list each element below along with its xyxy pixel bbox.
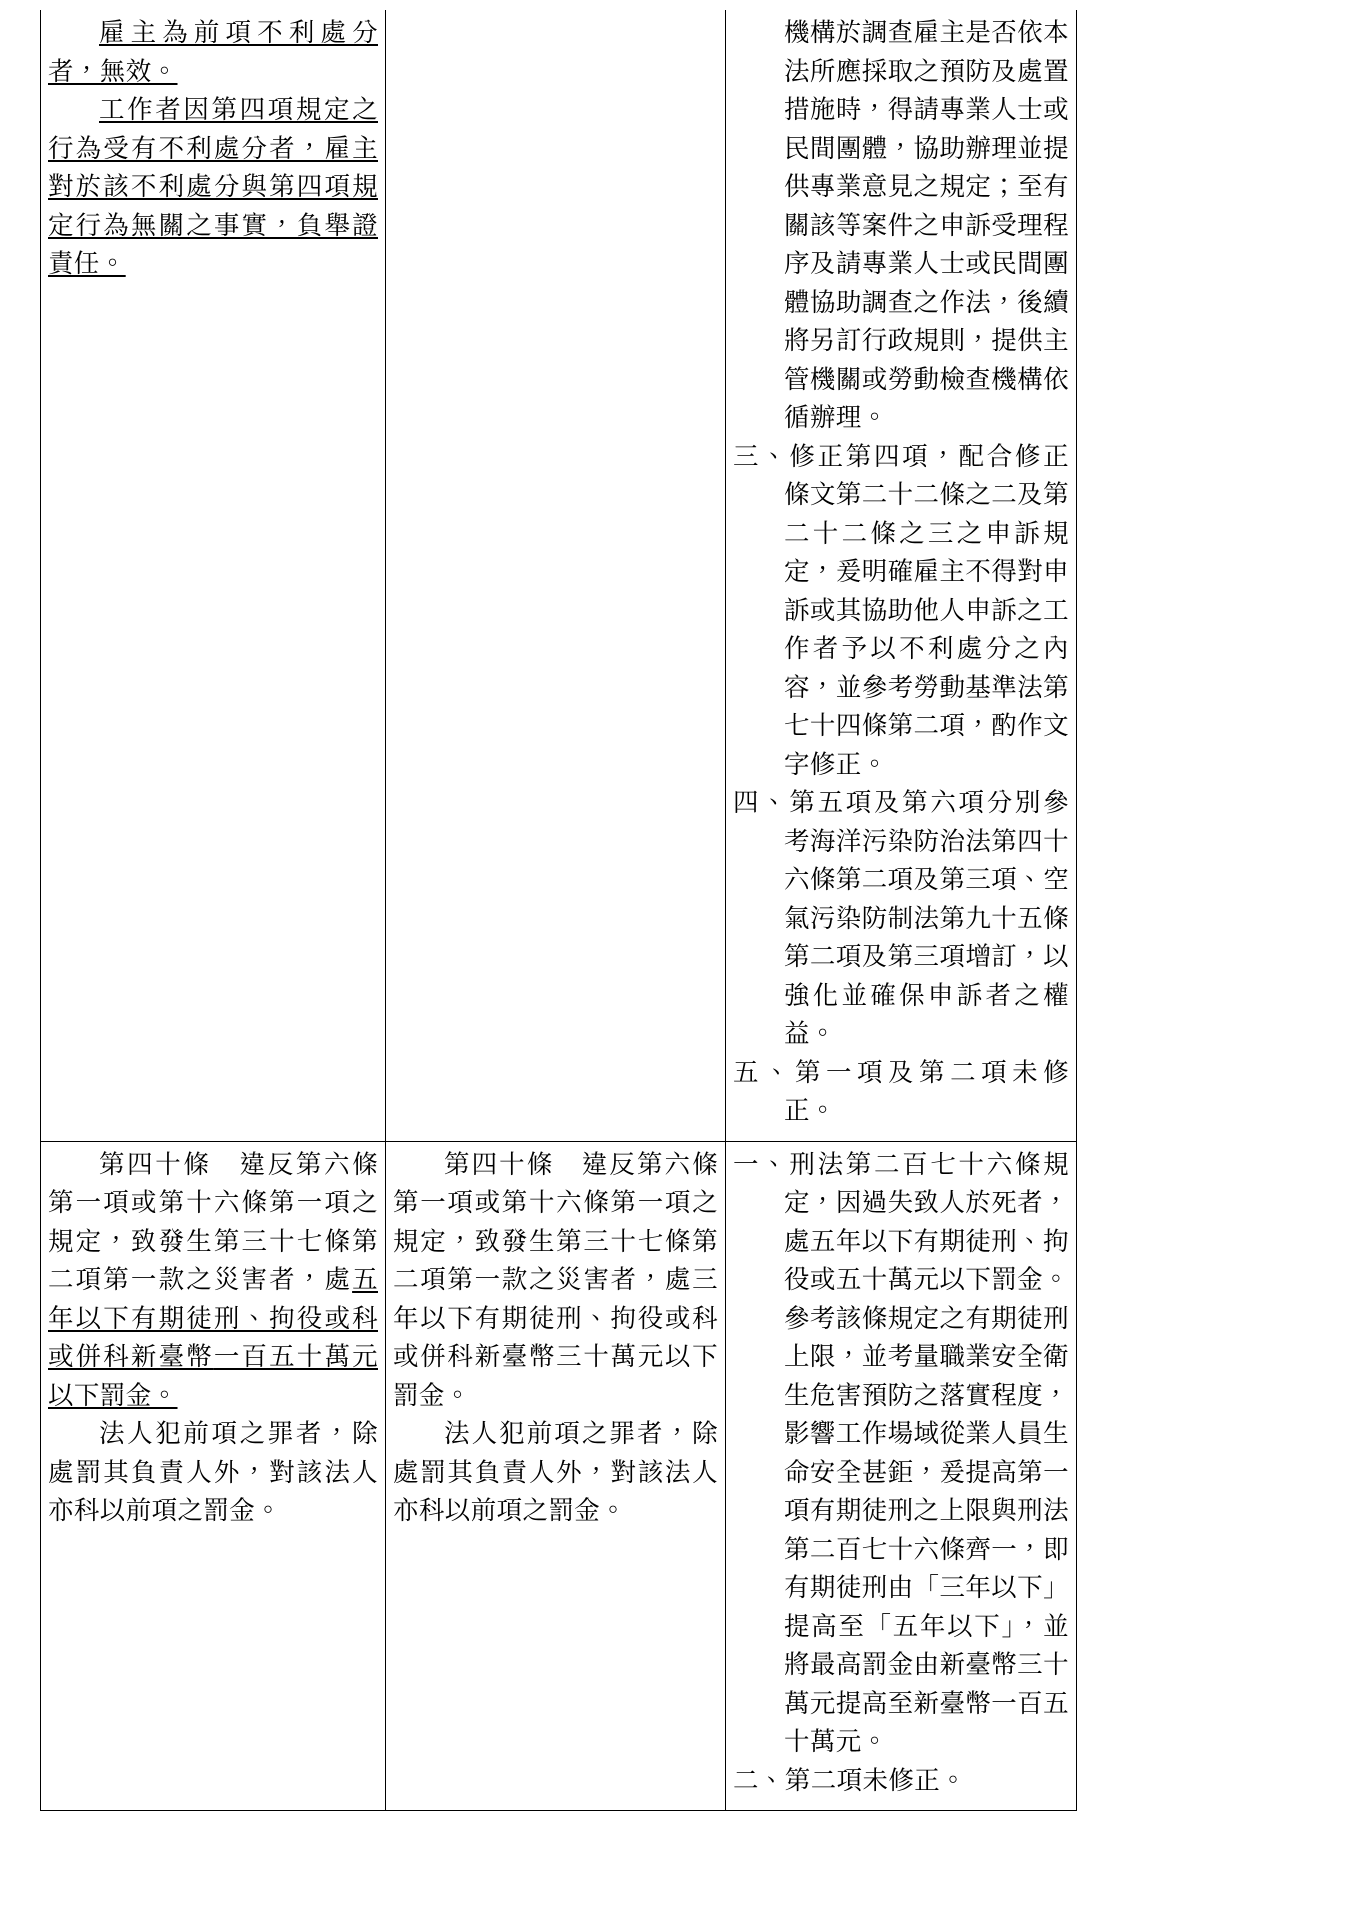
article-text-underlined-1: 五年以下有期徒刑、拘役或科或併科新臺幣 — [48, 1265, 378, 1372]
amended-article-paragraph-2: 法人犯前項之罪者，除處罰其負責人外，對該法人亦科以前項之罰金。 — [48, 1419, 378, 1526]
amended-paragraph: 雇主為前項不利處分者，無效。 — [48, 18, 378, 87]
current-article-paragraph-2: 法人犯前項之罪者，除處罰其負責人外，對該法人亦科以前項之罰金。 — [393, 1419, 718, 1526]
cell-amended-text-continued — [41, 10, 386, 1141]
article-text-underlined-2: 一百五十萬元以下罰金。 — [48, 1342, 378, 1411]
amendment-comparison-table — [40, 10, 1077, 1811]
table-row — [41, 10, 1077, 1141]
cell-notes-article-40 — [726, 1141, 1077, 1811]
amended-article-paragraph — [48, 1146, 378, 1416]
note-item-5: 五、第一項及第二項未修正。 — [733, 1057, 1069, 1126]
cell-notes-continued — [726, 10, 1077, 1141]
cell-current-article-40 — [386, 1141, 726, 1811]
note-item-1: 一、刑法第二百七十六條規定，因過失致人於死者，處五年以下有期徒刑、拘役或五十萬元以下罰金。參考該條規定之有期徒刑上限，並考量職業安全衛生危害預防之落實程度，影響工作場域從業人員生命安全甚鉅，爰提高第一項有期徒刑之上限與刑法第二百七十六條齊一，即有期徒刑由「三年以下」提高至「五年以下」，並將最高罰金由新臺幣三十萬元提高至新臺幣一百五十萬元。 — [733, 1149, 1069, 1757]
note-item-2: 二、第二項未修正。 — [733, 1765, 967, 1796]
cell-amended-article-40 — [41, 1141, 386, 1811]
amended-paragraph: 工作者因第四項規定之行為受有不利處分者，雇主對於該不利處分與第四項規定行為無關之事實，負舉證責任。 — [48, 95, 378, 279]
cell-current-text-empty — [386, 10, 726, 1141]
note-item-3: 三、修正第四項，配合修正條文第二十二條之二及第二十二條之三之申訴規定，爰明確雇主不得對申訴或其協助他人申訴之工作者予以不利處分之內容，並參考勞動基準法第七十四條第二項，酌作文字修正。 — [733, 441, 1069, 780]
note-continued-paragraph: 機構於調查雇主是否依本法所應採取之預防及處置措施時，得請專業人士或民間團體，協助辦理並提供專業意見之規定；至有關該等案件之申訴受理程序及請專業人士或民間團體協助調查之作法，後續將另訂行政規則，提供主管機關或勞動檢查機構依循辦理。 — [784, 18, 1069, 433]
article-text-head: 第四十條 違反第六條第一項或第十六條第一項之規定，致發生第三十七條第二項第一款之災害者，處 — [48, 1149, 378, 1295]
current-article-paragraph: 第四十條 違反第六條第一項或第十六條第一項之規定，致發生第三十七條第二項第一款之災害者，處三年以下有期徒刑、拘役或科或併科新臺幣三十萬元以下罰金。 — [393, 1149, 718, 1411]
note-item-4: 四、第五項及第六項分別參考海洋污染防治法第四十六條第二項及第三項、空氣污染防制法第九十五條第二項及第三項增訂，以強化並確保申訴者之權益。 — [733, 788, 1069, 1049]
table-row — [41, 1141, 1077, 1811]
